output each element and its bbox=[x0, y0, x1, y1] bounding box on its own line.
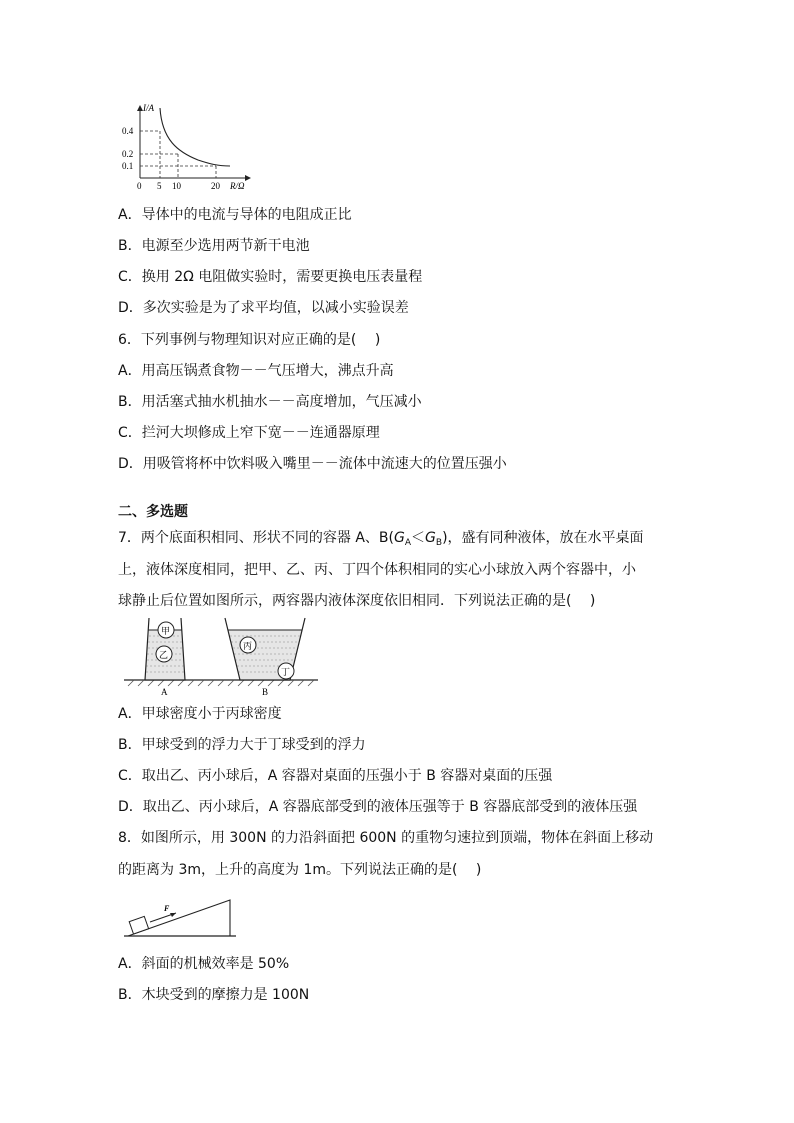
q6-option-a: A．用高压锅煮食物－－气压增大，沸点升高 bbox=[118, 363, 394, 379]
current-resistance-graph bbox=[118, 100, 258, 192]
q8-option-a: A．斜面的机械效率是 50% bbox=[118, 956, 290, 972]
y-tick-0.4: 0.4 bbox=[122, 126, 134, 136]
y-axis-label: I/A bbox=[143, 103, 154, 113]
q7-stem-line-1: 7．两个底面积相同、形状不同的容器 A、$B(G_A<G_B)$，盛有同种液体，放在水平桌面 bbox=[118, 530, 644, 548]
q7-option-c: C．取出乙、丙小球后，A 容器对桌面的压强小于 B 容器对桌面的压强 bbox=[118, 768, 553, 784]
q6-option-d: D．用吸管将杯中饮料吸入嘴里－－流体中流速大的位置压强小 bbox=[118, 456, 507, 472]
inverse-curve bbox=[160, 108, 230, 166]
q8-option-b: B．木块受到的摩擦力是 100N bbox=[118, 987, 310, 1003]
x-tick-0: 0 bbox=[137, 181, 142, 191]
ball-jia-label: 甲 bbox=[161, 626, 171, 636]
section-heading: 二、多选题 bbox=[118, 504, 188, 520]
container-a-label: A bbox=[161, 687, 168, 697]
q7-stem-line-2: 上，液体深度相同，把甲、乙、丙、丁四个体积相同的实心小球放入两个容器中，小 bbox=[118, 562, 636, 578]
q8-stem-line-2: 的距离为 3m，上升的高度为 1m。下列说法正确的是( ) bbox=[118, 862, 482, 878]
q5-option-d: D．多次实验是为了求平均值，以减小实验误差 bbox=[118, 300, 409, 316]
x-tick-10: 10 bbox=[172, 181, 181, 191]
q7-option-d: D．取出乙、丙小球后，A 容器底部受到的液体压强等于 B 容器底部受到的液体压强 bbox=[118, 799, 638, 815]
table-hatching bbox=[128, 680, 314, 686]
containers-figure bbox=[122, 616, 322, 698]
q6-option-c: C．拦河大坝修成上窄下宽－－连通器原理 bbox=[118, 425, 380, 441]
force-label: F bbox=[164, 904, 170, 913]
ball-bing-label: 丙 bbox=[243, 641, 253, 651]
ball-yi-label: 乙 bbox=[159, 650, 169, 660]
x-tick-20: 20 bbox=[211, 181, 220, 191]
wooden-block bbox=[129, 916, 148, 934]
guide-lines bbox=[140, 131, 216, 178]
q6-stem: 6．下列事例与物理知识对应正确的是( ) bbox=[118, 332, 381, 348]
x-axis-label: R/Ω bbox=[230, 181, 245, 191]
q7-stem-line-3: 球静止后位置如图所示，两容器内液体深度依旧相同．下列说法正确的是( ) bbox=[118, 593, 596, 609]
ball-ding-label: 丁 bbox=[281, 667, 291, 677]
container-b-label: B bbox=[262, 687, 269, 697]
q7-option-a: A．甲球密度小于丙球密度 bbox=[118, 706, 282, 722]
x-tick-5: 5 bbox=[157, 181, 162, 191]
q7-option-b: B．甲球受到的浮力大于丁球受到的浮力 bbox=[118, 737, 366, 753]
q6-option-b: B．用活塞式抽水机抽水－－高度增加，气压减小 bbox=[118, 394, 422, 410]
q5-option-a: A．导体中的电流与导体的电阻成正比 bbox=[118, 207, 352, 223]
inclined-plane-figure bbox=[122, 896, 242, 942]
q5-option-b: B．电源至少选用两节新干电池 bbox=[118, 238, 310, 254]
y-tick-0.1: 0.1 bbox=[122, 161, 134, 171]
y-tick-0.2: 0.2 bbox=[122, 149, 134, 159]
q5-option-c: C．换用 2Ω 电阻做实验时，需要更换电压表量程 bbox=[118, 269, 423, 285]
q8-stem-line-1: 8．如图所示，用 300N 的力沿斜面把 600N 的重物匀速拉到顶端，物体在斜面上移动 bbox=[118, 830, 654, 846]
